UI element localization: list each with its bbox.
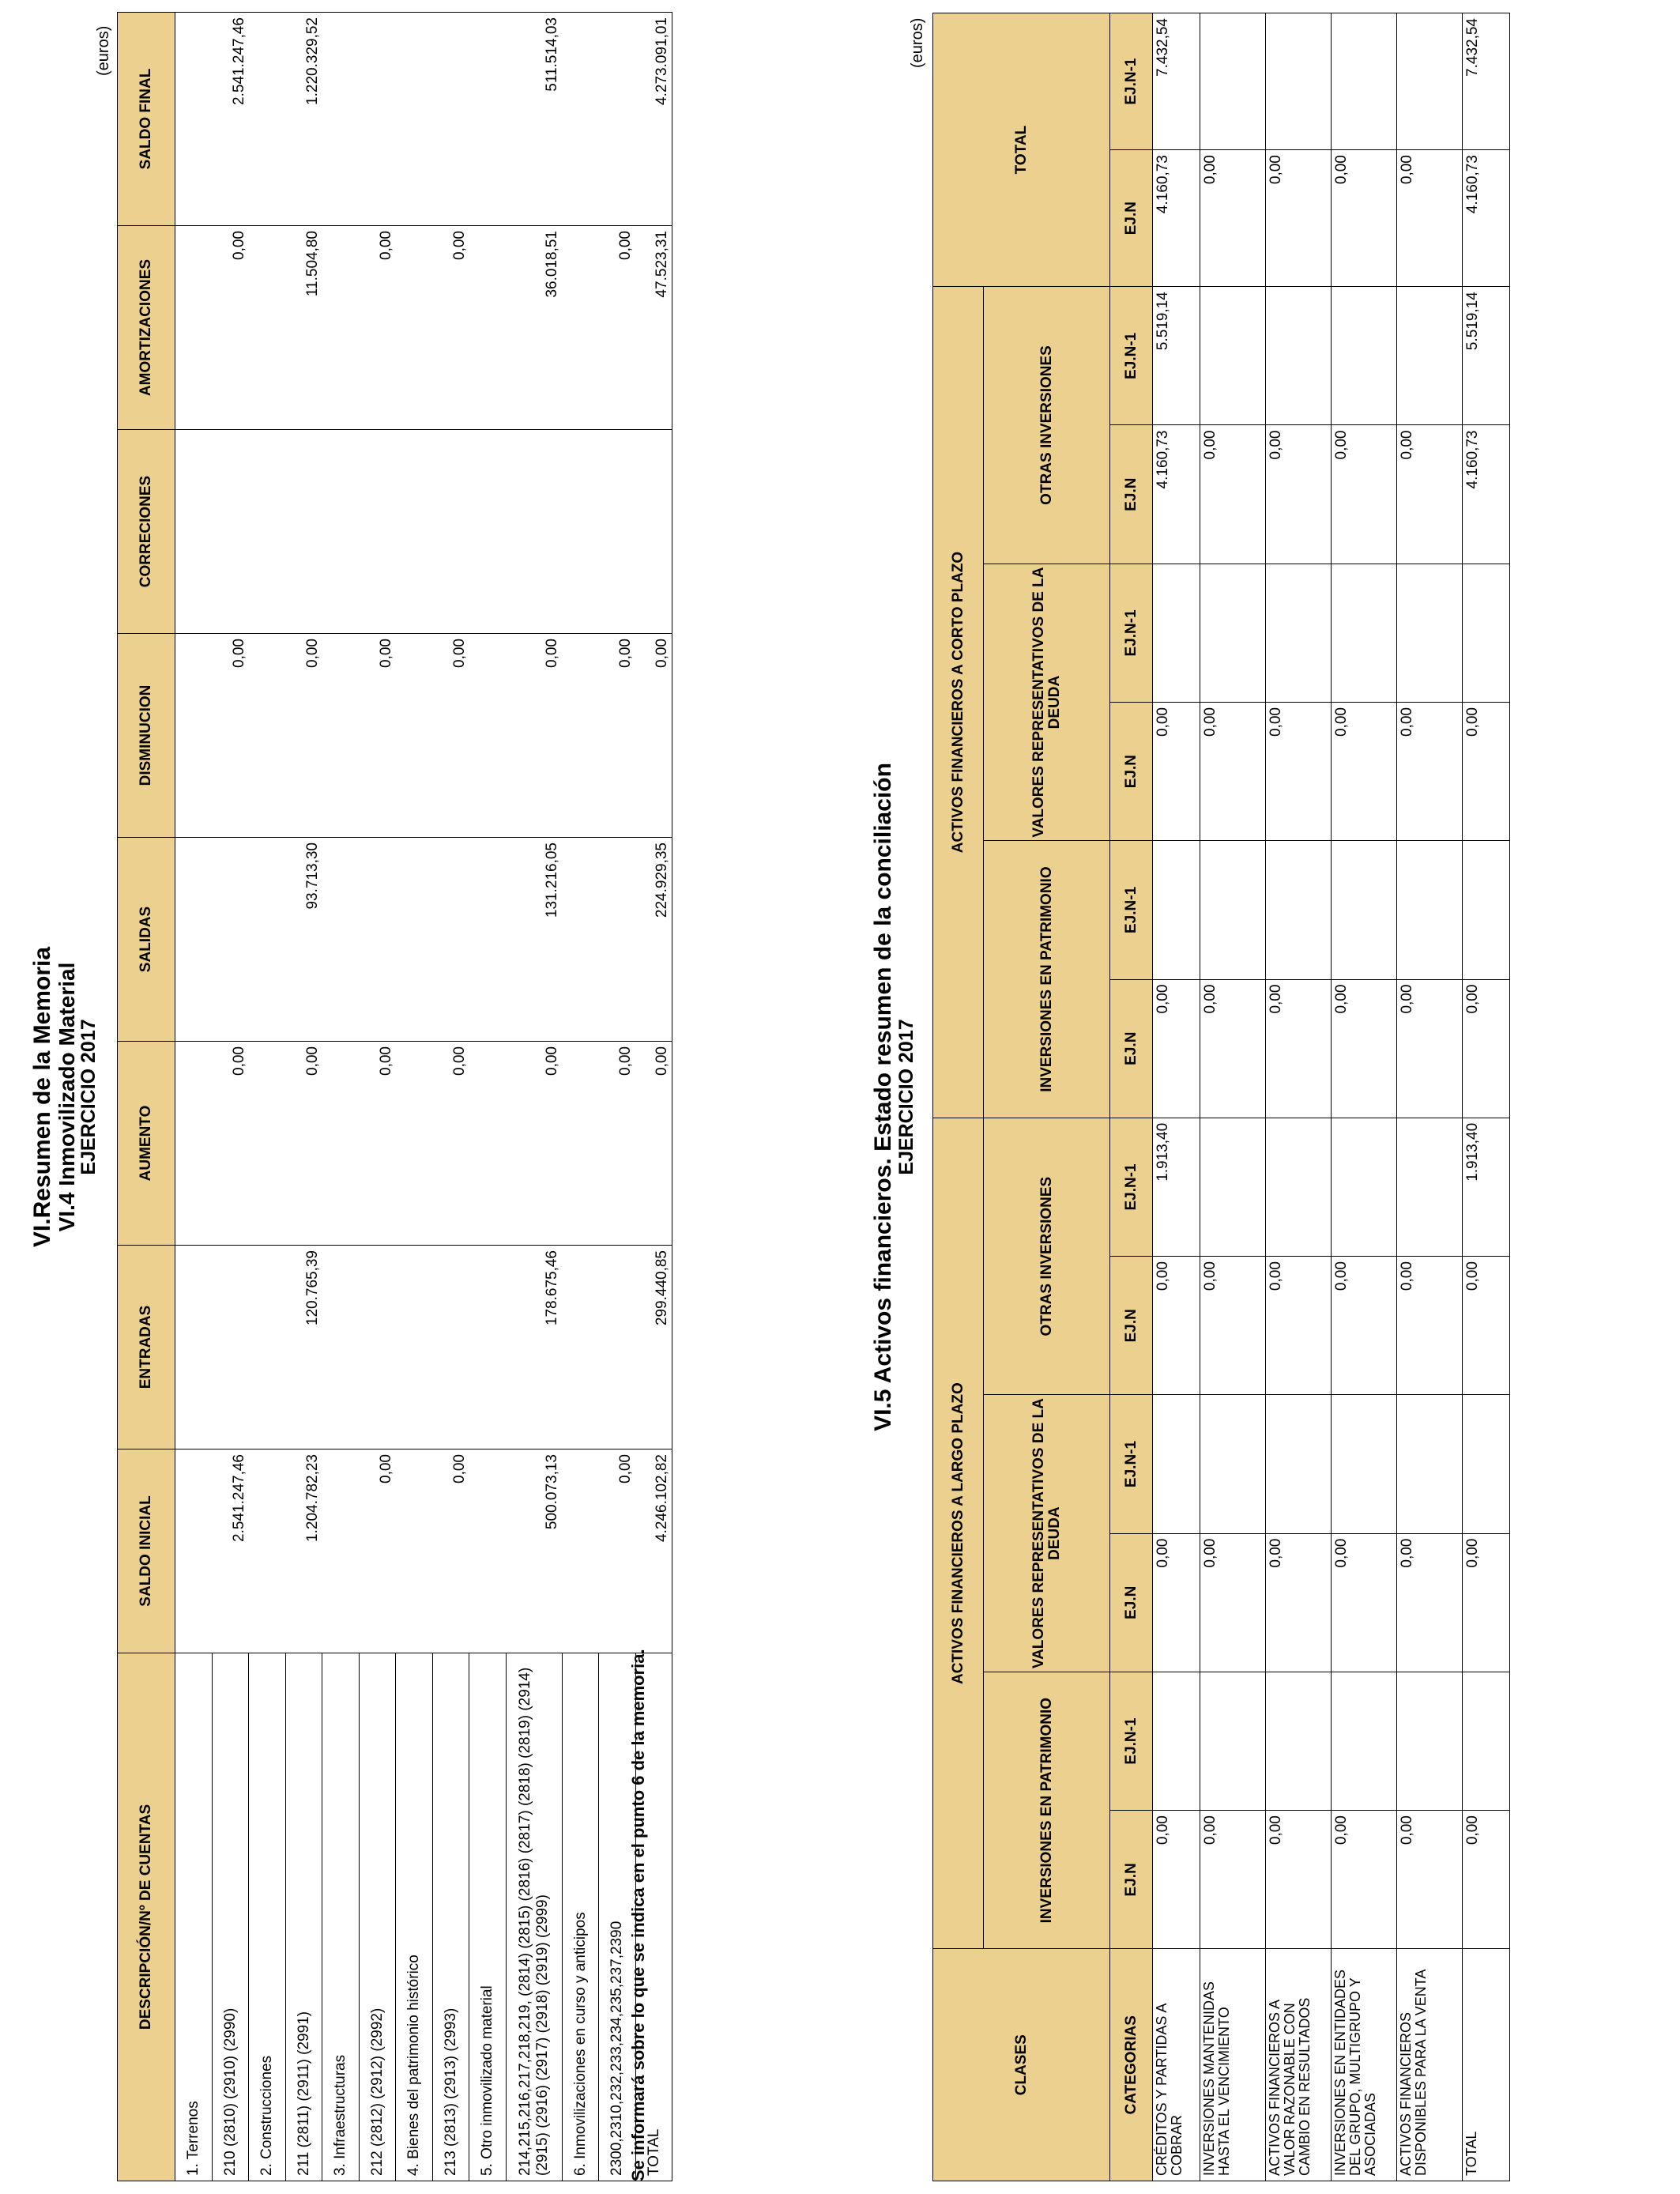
row-value: 0,00 <box>1153 1533 1200 1672</box>
row-value: 93.713,30 <box>285 838 322 1042</box>
row-value: 0,00 <box>1266 1811 1332 1949</box>
row-value <box>1266 1672 1332 1810</box>
row-value: 0,00 <box>1266 150 1332 287</box>
row-value <box>562 1449 599 1653</box>
row-value: 0,00 <box>1200 1811 1266 1949</box>
row-value: 0,00 <box>1153 1257 1200 1395</box>
cp-valores-deuda: VALORES REPRESENTATIVOS DE LA DEUDA <box>984 564 1110 841</box>
row-value: 36.018,51 <box>506 226 562 430</box>
ej-n1-header: EJ.N-1 <box>1110 1395 1153 1533</box>
row-value <box>1200 564 1266 702</box>
row-value: 0,00 <box>1200 979 1266 1118</box>
row-value <box>1153 841 1200 979</box>
header-amortizaciones: AMORTIZACIONES <box>118 226 175 430</box>
row-value: 0,00 <box>599 226 636 430</box>
row-value: 224.929,35 <box>635 838 672 1042</box>
row-value <box>1200 287 1266 425</box>
row-value <box>212 1246 249 1449</box>
row-description: 4. Bienes del patrimonio histórico <box>396 1653 433 2181</box>
row-value <box>1153 1395 1200 1533</box>
section1-subtitle: VI.4 Inmovilizado Material <box>54 962 79 1232</box>
row-value <box>1266 1118 1332 1256</box>
row-value: 0,00 <box>635 634 672 838</box>
row-value: 178.675,46 <box>506 1246 562 1449</box>
ej-n1-header: EJ.N-1 <box>1110 564 1153 702</box>
row-description: 6. Inmovilizaciones en curso y anticipos <box>562 1653 599 2181</box>
ej-n-header: EJ.N <box>1110 703 1153 841</box>
row-value: 0,00 <box>1266 425 1332 564</box>
inmovilizado-table <box>117 12 672 2181</box>
row-value: 4.246.102,82 <box>635 1449 672 1653</box>
row-value: 0,00 <box>1332 1257 1397 1395</box>
ej-n1-header: EJ.N-1 <box>1110 1118 1153 1256</box>
row-value: 0,00 <box>1200 150 1266 287</box>
row-value: 0,00 <box>285 1042 322 1246</box>
row-value: 0,00 <box>1397 979 1463 1118</box>
row-value <box>1266 841 1332 979</box>
row-value: 0,00 <box>1463 979 1510 1118</box>
row-value <box>249 226 286 430</box>
lp-otras-inversiones: OTRAS INVERSIONES <box>984 1118 1110 1395</box>
row-value: 0,00 <box>1332 1811 1397 1949</box>
row-category: TOTAL <box>1463 1949 1510 2181</box>
row-value <box>1200 841 1266 979</box>
table-row <box>212 13 249 2181</box>
row-value <box>469 226 507 430</box>
row-value: 2.541.247,46 <box>212 13 249 226</box>
row-value: 4.160,73 <box>1153 150 1200 287</box>
row-value: 1.913,40 <box>1153 1118 1200 1256</box>
row-value: 2.541.247,46 <box>212 1449 249 1653</box>
row-value: 47.523,31 <box>635 226 672 430</box>
row-value: 0,00 <box>1332 703 1397 841</box>
table-row <box>249 13 286 2181</box>
row-value: 0,00 <box>359 226 396 430</box>
row-value <box>469 430 507 634</box>
row-value: 0,00 <box>1332 150 1397 287</box>
row-description: 210 (2810) (2910) (2990) <box>212 1653 249 2181</box>
row-value <box>285 430 322 634</box>
row-value <box>1332 1395 1397 1533</box>
row-description: 213 (2813) (2913) (2993) <box>432 1653 469 2181</box>
section1-title: VI.Resumen de la Memoria <box>29 946 55 1248</box>
header-correciones: CORRECIONES <box>118 430 175 634</box>
row-value: 0,00 <box>432 226 469 430</box>
row-value: 0,00 <box>1266 979 1332 1118</box>
row-value <box>249 1449 286 1653</box>
row-value <box>1266 564 1332 702</box>
row-value: 0,00 <box>1153 979 1200 1118</box>
ej-n-header: EJ.N <box>1110 150 1153 287</box>
row-description: 1. Terrenos <box>175 1653 213 2181</box>
section2-unit: (euros) <box>909 17 926 68</box>
row-value <box>249 634 286 838</box>
row-value <box>432 430 469 634</box>
table-row <box>1153 13 1200 2181</box>
header-saldo-final: SALDO FINAL <box>118 13 175 226</box>
row-value: 0,00 <box>1200 1533 1266 1672</box>
row-value <box>322 430 360 634</box>
row-value: 0,00 <box>212 1042 249 1246</box>
row-category: INVERSIONES MANTENIDAS HASTA EL VENCIMIENTO <box>1200 1949 1266 2181</box>
row-value: 7.432,54 <box>1153 13 1200 150</box>
row-value <box>396 226 433 430</box>
header-descripcion: DESCRIPCIÓN/Nº DE CUENTAS <box>118 1653 175 2181</box>
row-value: 0,00 <box>1463 703 1510 841</box>
row-value <box>359 838 396 1042</box>
row-description: 5. Otro inmovilizado material <box>469 1653 507 2181</box>
row-value: 0,00 <box>359 1042 396 1246</box>
row-value: 0,00 <box>1397 1257 1463 1395</box>
corto-plazo-header: ACTIVOS FINANCIEROS A CORTO PLAZO <box>933 287 984 1118</box>
row-value: 0,00 <box>1200 703 1266 841</box>
row-value: 0,00 <box>1397 425 1463 564</box>
row-value <box>1332 287 1397 425</box>
row-value <box>249 430 286 634</box>
table-row <box>432 13 469 2181</box>
row-value <box>175 226 213 430</box>
row-value <box>1153 564 1200 702</box>
table-row <box>1463 13 1510 2181</box>
row-value <box>1266 1395 1332 1533</box>
row-value <box>599 1246 636 1449</box>
table-row <box>1397 13 1463 2181</box>
row-value: 0,00 <box>506 634 562 838</box>
row-description: 2. Construcciones <box>249 1653 286 2181</box>
row-value: 0,00 <box>1397 1811 1463 1949</box>
row-value <box>562 838 599 1042</box>
row-value <box>469 1246 507 1449</box>
row-value <box>175 838 213 1042</box>
row-value <box>562 634 599 838</box>
row-value: 5.519,14 <box>1153 287 1200 425</box>
row-description: 214,215,216,217,218,219, (2814) (2815) (2816) (2817) (2818) (2819) (2914) (2915) (2916) (2917) (2918) (2919) (2999) <box>506 1653 562 2181</box>
row-value <box>1266 287 1332 425</box>
row-value: 0,00 <box>1200 1257 1266 1395</box>
section1-unit: (euros) <box>95 25 112 76</box>
row-category: ACTIVOS FINANCIEROS A VALOR RAZONABLE CON CAMBIO EN RESULTADOS <box>1266 1949 1332 2181</box>
row-value <box>212 838 249 1042</box>
row-value <box>322 634 360 838</box>
row-value <box>249 838 286 1042</box>
table-row <box>322 13 360 2181</box>
row-value <box>322 1246 360 1449</box>
row-value: 131.216,05 <box>506 838 562 1042</box>
row-value <box>1463 841 1510 979</box>
table-row <box>469 13 507 2181</box>
row-value: 0,00 <box>1463 1533 1510 1672</box>
section1-titles <box>30 0 99 2194</box>
row-value <box>1397 1395 1463 1533</box>
row-value: 0,00 <box>1463 1811 1510 1949</box>
row-value: 511.514,03 <box>506 13 562 226</box>
section2-titles <box>871 0 917 2194</box>
row-value <box>1332 841 1397 979</box>
row-value <box>322 1449 360 1653</box>
row-value <box>249 1246 286 1449</box>
total-header: TOTAL <box>933 13 1110 287</box>
ej-n1-header: EJ.N-1 <box>1110 13 1153 150</box>
row-value: 0,00 <box>432 634 469 838</box>
row-value <box>396 634 433 838</box>
row-value <box>322 1042 360 1246</box>
section1-note: Se informará sobre lo que se indica en el punto 6 de la memoria. <box>628 1649 648 2181</box>
row-value: 0,00 <box>1332 425 1397 564</box>
row-description: TOTAL <box>635 1653 672 2181</box>
ej-n-header: EJ.N <box>1110 1257 1153 1395</box>
row-value <box>469 1042 507 1246</box>
row-value: 0,00 <box>212 634 249 838</box>
row-value: 0,00 <box>1332 979 1397 1118</box>
table-row <box>1332 13 1397 2181</box>
row-description: 211 (2811) (2911) (2991) <box>285 1653 322 2181</box>
row-value <box>1332 564 1397 702</box>
row-value <box>432 13 469 226</box>
row-value: 4.160,73 <box>1463 425 1510 564</box>
row-value <box>322 838 360 1042</box>
row-value <box>396 1246 433 1449</box>
row-value <box>635 430 672 634</box>
header-aumento: AUMENTO <box>118 1042 175 1246</box>
row-value <box>469 838 507 1042</box>
lp-inversiones-patrimonio: INVERSIONES EN PATRIMONIO <box>984 1672 1110 1949</box>
cp-otras-inversiones: OTRAS INVERSIONES <box>984 287 1110 564</box>
row-value <box>562 13 599 226</box>
table-row <box>562 13 599 2181</box>
row-value <box>175 634 213 838</box>
table-row <box>1200 13 1266 2181</box>
ej-n-header: EJ.N <box>1110 1533 1153 1672</box>
activos-financieros-table <box>932 13 1510 2181</box>
row-value: 0,00 <box>432 1042 469 1246</box>
row-value <box>432 1246 469 1449</box>
row-value <box>469 13 507 226</box>
row-value <box>562 226 599 430</box>
table-row <box>506 13 562 2181</box>
row-value: 5.519,14 <box>1463 287 1510 425</box>
row-value: 0,00 <box>506 1042 562 1246</box>
row-value: 0,00 <box>1200 425 1266 564</box>
row-value <box>1332 1118 1397 1256</box>
table-row <box>285 13 322 2181</box>
row-value: 0,00 <box>212 226 249 430</box>
header-entradas: ENTRADAS <box>118 1246 175 1449</box>
row-value: 0,00 <box>359 1449 396 1653</box>
row-value <box>432 838 469 1042</box>
categorias-header: CATEGORIAS <box>1110 1949 1153 2181</box>
row-value: 0,00 <box>1266 1257 1332 1395</box>
row-value <box>1397 13 1463 150</box>
row-value <box>322 226 360 430</box>
header-saldo-inicial: SALDO INICIAL <box>118 1449 175 1653</box>
row-value: 7.432,54 <box>1463 13 1510 150</box>
row-value: 0,00 <box>1332 1533 1397 1672</box>
row-value: 0,00 <box>1463 1257 1510 1395</box>
row-value: 0,00 <box>1397 150 1463 287</box>
clases-header: CLASES <box>933 1949 1110 2181</box>
row-value: 0,00 <box>432 1449 469 1653</box>
row-description: 3. Infraestructuras <box>322 1653 360 2181</box>
row-value <box>1153 1672 1200 1810</box>
row-value: 0,00 <box>599 1449 636 1653</box>
row-value: 0,00 <box>1397 703 1463 841</box>
group-header-row <box>933 13 984 2181</box>
ej-header-row <box>1110 13 1153 2181</box>
row-value <box>396 13 433 226</box>
section1-year: EJERCICIO 2017 <box>77 1019 100 1175</box>
row-value <box>469 1449 507 1653</box>
row-value <box>175 1449 213 1653</box>
row-value: 0,00 <box>599 634 636 838</box>
table-row <box>359 13 396 2181</box>
row-value: 1.913,40 <box>1463 1118 1510 1256</box>
row-value: 4.160,73 <box>1463 150 1510 287</box>
row-value <box>1397 287 1463 425</box>
row-value <box>359 13 396 226</box>
section2-title: VI.5 Activos financieros. Estado resumen de la conciliación <box>870 763 896 1431</box>
row-value: 1.204.782,23 <box>285 1449 322 1653</box>
row-value <box>322 13 360 226</box>
row-value <box>599 838 636 1042</box>
row-value <box>1397 841 1463 979</box>
ej-n1-header: EJ.N-1 <box>1110 841 1153 979</box>
ej-n-header: EJ.N <box>1110 1811 1153 1949</box>
row-value: 0,00 <box>1397 1533 1463 1672</box>
row-value <box>1332 13 1397 150</box>
row-value <box>359 1246 396 1449</box>
row-value: 0,00 <box>1153 1811 1200 1949</box>
row-value <box>1200 1672 1266 1810</box>
largo-plazo-header: ACTIVOS FINANCIEROS A LARGO PLAZO <box>933 1118 984 1949</box>
row-value: 4.273.091,01 <box>635 13 672 226</box>
ej-n1-header: EJ.N-1 <box>1110 287 1153 425</box>
row-category: INVERSIONES EN ENTIDADES DEL GRUPO, MULTIGRUPO Y ASOCIADAS <box>1332 1949 1397 2181</box>
table-row <box>396 13 433 2181</box>
subgroup-header-row <box>984 13 1110 2181</box>
row-value: 500.073,13 <box>506 1449 562 1653</box>
inmovilizado-header-row <box>118 13 175 2181</box>
row-value <box>249 1042 286 1246</box>
row-value: 0,00 <box>1266 1533 1332 1672</box>
row-value <box>1397 1118 1463 1256</box>
ej-n-header: EJ.N <box>1110 425 1153 564</box>
row-value <box>396 1042 433 1246</box>
row-value: 1.220.329,52 <box>285 13 322 226</box>
row-value <box>469 634 507 838</box>
row-value <box>175 1246 213 1449</box>
row-value <box>562 430 599 634</box>
row-value <box>599 13 636 226</box>
row-value <box>175 1042 213 1246</box>
row-value <box>1463 1395 1510 1533</box>
row-value <box>175 13 213 226</box>
row-value <box>599 430 636 634</box>
row-value: 11.504,80 <box>285 226 322 430</box>
row-value <box>1200 1395 1266 1533</box>
row-value <box>562 1246 599 1449</box>
row-value: 0,00 <box>1266 703 1332 841</box>
row-value: 0,00 <box>285 634 322 838</box>
row-value <box>562 1042 599 1246</box>
row-category: ACTIVOS FINANCIEROS DISPONIBLES PARA LA VENTA <box>1397 1949 1463 2181</box>
row-category: CRÉDITOS Y PARTIDAS A COBRAR <box>1153 1949 1200 2181</box>
row-value <box>1397 564 1463 702</box>
header-salidas: SALIDAS <box>118 838 175 1042</box>
row-value <box>1200 13 1266 150</box>
row-value <box>175 430 213 634</box>
row-value <box>1397 1672 1463 1810</box>
row-value: 0,00 <box>635 1042 672 1246</box>
row-value <box>1332 1672 1397 1810</box>
table-row <box>1266 13 1332 2181</box>
row-value <box>249 13 286 226</box>
row-value: 299.440,85 <box>635 1246 672 1449</box>
row-value: 0,00 <box>599 1042 636 1246</box>
row-value <box>396 1449 433 1653</box>
row-value <box>212 430 249 634</box>
row-value <box>359 430 396 634</box>
ej-n-header: EJ.N <box>1110 979 1153 1118</box>
cp-inversiones-patrimonio: INVERSIONES EN PATRIMONIO <box>984 841 1110 1118</box>
header-disminucion: DISMINUCION <box>118 634 175 838</box>
section2-year: EJERCICIO 2017 <box>895 1019 917 1175</box>
row-description: 212 (2812) (2912) (2992) <box>359 1653 396 2181</box>
row-value: 0,00 <box>1153 703 1200 841</box>
lp-valores-deuda: VALORES REPRESENTATIVOS DE LA DEUDA <box>984 1395 1110 1672</box>
ej-n1-header: EJ.N-1 <box>1110 1672 1153 1810</box>
row-value: 4.160,73 <box>1153 425 1200 564</box>
row-value <box>506 430 562 634</box>
row-value <box>1266 13 1332 150</box>
table-row <box>175 13 213 2181</box>
row-value: 120.765,39 <box>285 1246 322 1449</box>
row-value <box>1463 1672 1510 1810</box>
row-value <box>1200 1118 1266 1256</box>
row-value: 0,00 <box>359 634 396 838</box>
row-description: 2300,2310,232,233,234,235,237,2390 <box>599 1653 636 2181</box>
row-value <box>396 430 433 634</box>
row-value <box>396 838 433 1042</box>
row-value <box>1463 564 1510 702</box>
